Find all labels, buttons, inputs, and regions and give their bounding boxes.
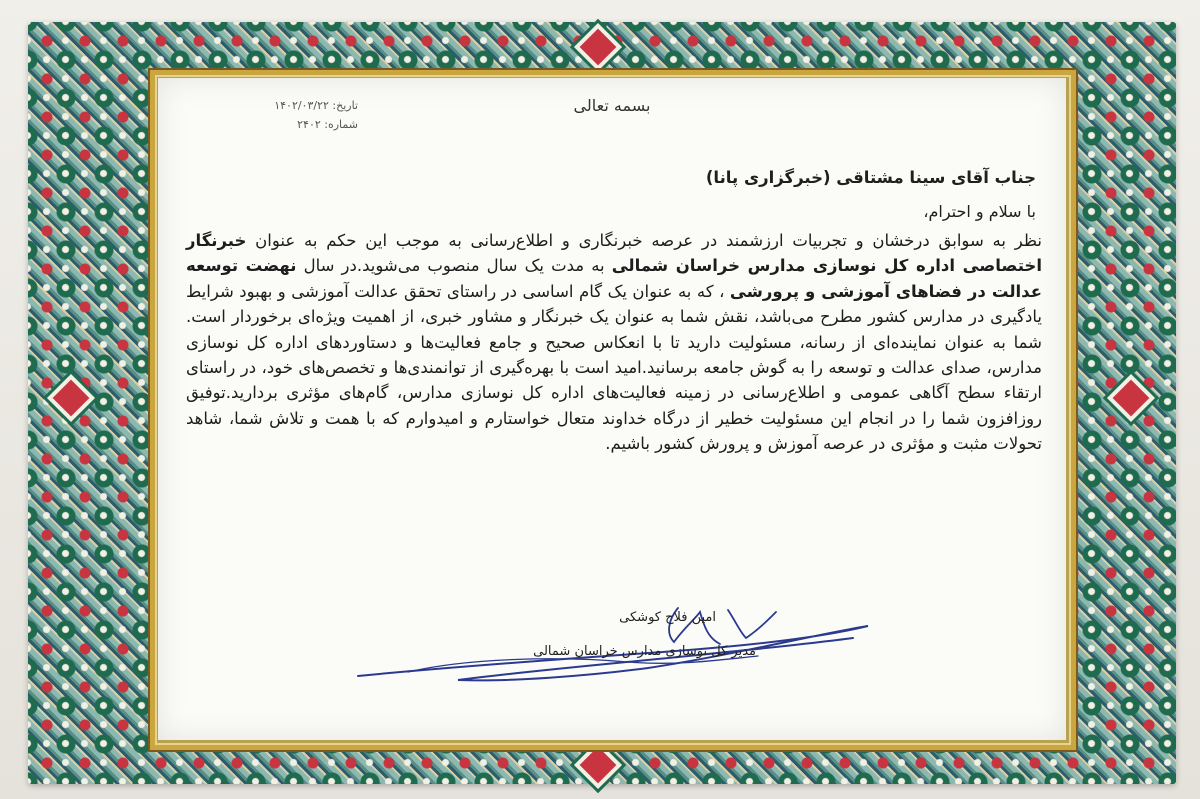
letter-body: [186, 228, 1042, 457]
body-text-2: به مدت یک سال منصوب می‌شوید.در سال: [296, 256, 612, 276]
letter-meta: [198, 96, 358, 134]
handwritten-signature: [348, 598, 888, 688]
letter-date: تاریخ: ۱۴۰۲/۰۳/۲۲: [274, 99, 358, 112]
body-text-3: ، که به عنوان یک گام اساسی در راستای تحقق عدالت آموزشی و بهبود شرایط یادگیری در مدارس کشور مطرح می‌باشد، نقش شما به عنوان یک خبرنگار و مشاور خبری، از اهمیت ویژه‌ای برخوردار است. شما به عنوان نماینده‌ای از رسانه، مسئولیت دارید تا با انعکاس صحیح و جامع فعالیت‌ها و دستاوردهای اداره کل نوسازی مدارس، صدای عدالت و توسعه را به گوش جامعه برسانید.امید است با بهره‌گیری از توانمندی‌ها و تخصص‌های خود، در راستای ارتقاء سطح آگاهی عمومی و اطلاع‌رسانی در زمینه فعالیت‌های اداره کل نوسازی مدارس، گام‌های مؤثری بردارید.توفیق روزافزون شما را در انجام این مسئولیت خطیر از درگاه خداوند متعال خواستارم و امیدوارم که با همت و تلاش شما، شاهد تحولات مثبت و مؤثری در عرصه آموزش و پرورش کشور باشیم.: [186, 281, 1042, 454]
letter-greeting: با سلام و احترام،: [923, 202, 1036, 221]
signer-name: امین فلاح کوشکی: [619, 610, 716, 625]
signer-title: مدیر کل نوسازی مدارس خراسان شمالی: [533, 644, 756, 659]
body-text-1: نظر به سوابق درخشان و تجربیات ارزشمند در عرصه خبرنگاری و اطلاع‌رسانی به موجب این حکم به عنوان: [246, 231, 1042, 250]
body-bold-1: خبرنگار اختصاصی اداره کل نوسازی مدارس خراسان شمالی: [186, 231, 1042, 276]
letter-number: شماره: ۲۴۰۲: [297, 118, 358, 131]
letter-heading: بسمه تعالی: [573, 96, 651, 115]
letter-addressee: جناب آقای سینا مشتاقی (خبرگزاری پانا): [705, 168, 1036, 187]
letter-paper: [158, 78, 1066, 740]
body-bold-2: نهضت توسعه عدالت در فضاهای آموزشی و پرورشی: [186, 256, 1042, 301]
